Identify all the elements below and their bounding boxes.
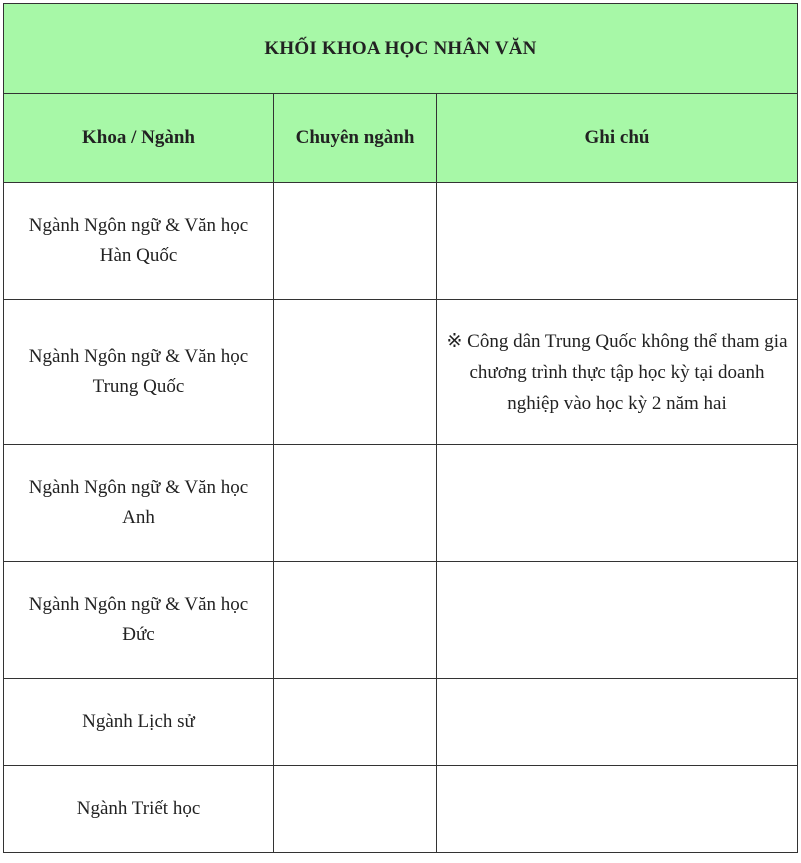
note-cell [437, 183, 798, 300]
specialization-cell [274, 766, 437, 853]
specialization-cell [274, 562, 437, 679]
major-cell: Ngành Ngôn ngữ & Văn học Trung Quốc [4, 300, 274, 445]
table-row [4, 300, 798, 445]
table-row [4, 679, 798, 766]
major-cell: Ngành Lịch sử [4, 679, 274, 766]
column-header-specialization: Chuyên ngành [274, 94, 437, 183]
specialization-cell [274, 445, 437, 562]
specialization-cell [274, 679, 437, 766]
note-cell [437, 766, 798, 853]
major-cell: Ngành Ngôn ngữ & Văn học Đức [4, 562, 274, 679]
note-text: ※ Công dân Trung Quốc không thể tham gia chương trình thực tập học kỳ tại doanh nghiệp vào học kỳ 2 năm hai [446, 330, 788, 414]
humanities-majors-table [3, 3, 798, 853]
column-header-major: Khoa / Ngành [4, 94, 274, 183]
note-cell [437, 300, 798, 445]
major-cell: Ngành Ngôn ngữ & Văn học Hàn Quốc [4, 183, 274, 300]
major-cell: Ngành Ngôn ngữ & Văn học Anh [4, 445, 274, 562]
table-row [4, 445, 798, 562]
note-cell [437, 679, 798, 766]
note-cell [437, 445, 798, 562]
table-title: KHỐI KHOA HỌC NHÂN VĂN [4, 4, 798, 94]
table-title-row [4, 4, 798, 94]
table-row [4, 183, 798, 300]
specialization-cell [274, 300, 437, 445]
note-cell [437, 562, 798, 679]
specialization-cell [274, 183, 437, 300]
column-header-note: Ghi chú [437, 94, 798, 183]
table-row [4, 562, 798, 679]
major-cell: Ngành Triết học [4, 766, 274, 853]
table-row [4, 766, 798, 853]
table-header-row [4, 94, 798, 183]
